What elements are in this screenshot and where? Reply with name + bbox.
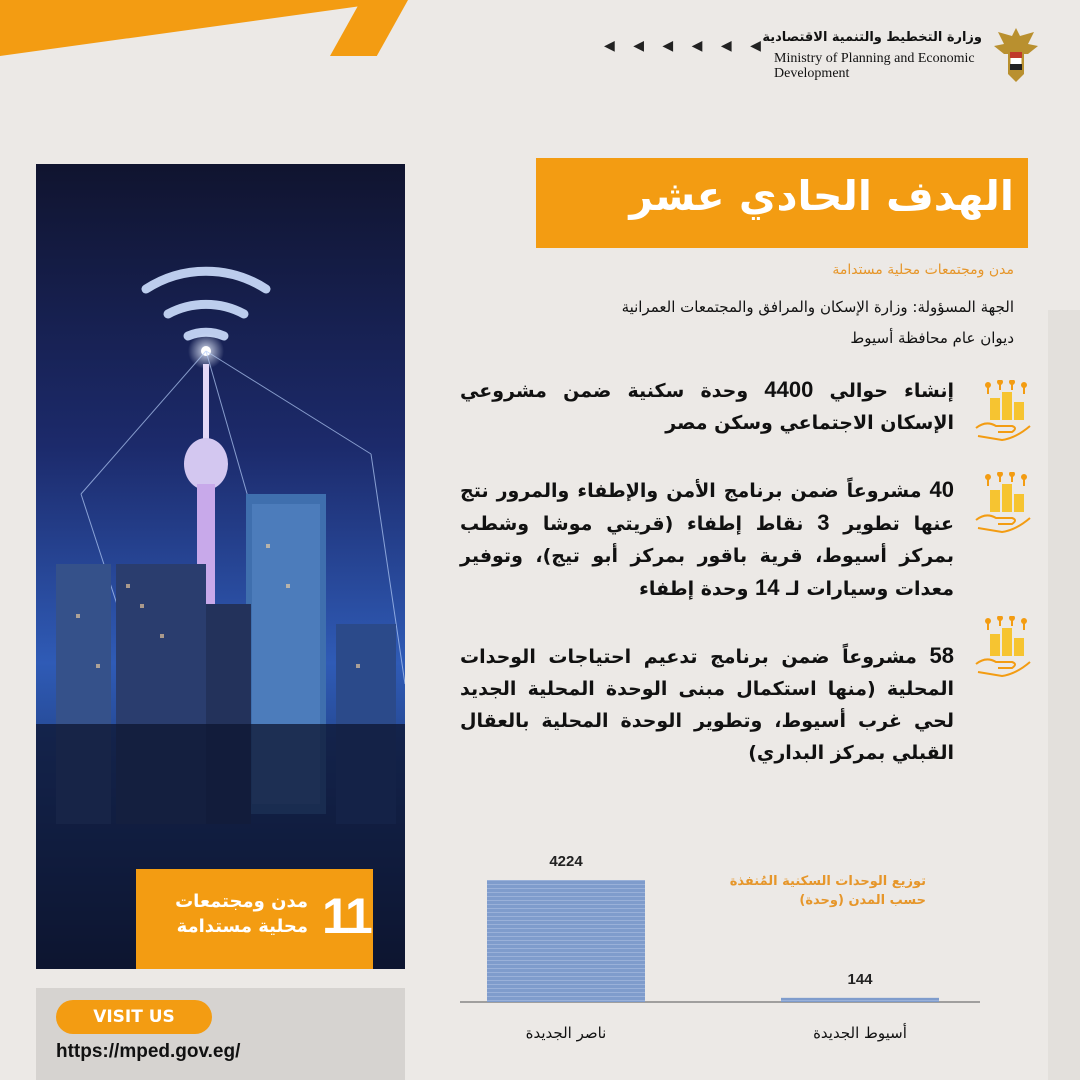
item-housing [460,374,954,439]
item-2-text: مشروعاً ضمن برنامج الأمن والإطفاء والمرور نتج عنها تطوير [460,480,954,535]
ministry-name-ar: وزارة التخطيط والتنمية الاقتصادية [762,30,982,45]
city-skyline-illustration [36,164,405,969]
eagle-emblem-icon [988,24,1044,84]
item-3-text: مشروعاً ضمن برنامج تدعيم احتياجات الوحدات المحلية (منها استكمال مبنى الوحدة المحلية الجديد لحي غرب أسيوط، وتطوير الوحدة المحلية بالعقال القبلي بمركز البداري) [460,646,954,764]
chart-value-label: 144 [847,970,873,988]
city-buildings-icon [186,967,326,969]
item-2-text-3: وحدة إطفاء [639,578,756,600]
item-local-units [460,640,954,769]
visit-us-button[interactable]: VISIT US [56,1000,212,1034]
arrows-decoration: ◀ ◀ ◀ ◀ ◀ ◀ [604,38,768,54]
chart-bar [781,998,939,1002]
housing-hand-icon [972,380,1036,442]
chart-category-label: أسيوط الجديدة [813,1024,907,1042]
item-1-number: 4400 [764,377,814,402]
item-2-number-2: 3 [817,510,830,535]
chart-title: توزيع الوحدات السكنية المُنفذة حسب المدن (وحدة) [729,874,926,908]
city-photo [36,164,405,969]
responsible-entity: الجهة المسؤولة: وزارة الإسكان والمرافق والمجتمعات العمرانية [621,298,1014,316]
sdg-badge [136,869,373,969]
goal-title: الهدف الحادي عشر [629,172,1014,220]
ministry-name-en: Ministry of Planning and Economic Development [774,51,975,81]
item-fire-safety [460,474,954,605]
visit-us-panel [36,988,405,1080]
housing-hand-icon [972,472,1036,534]
item-3-number: 58 [929,643,954,668]
goal-subtitle: مدن ومجتمعات محلية مستدامة [832,262,1014,278]
item-1-pre: إنشاء حوالي [813,380,954,402]
chart-value-label: 4224 [549,853,583,870]
chart-bar [487,880,645,1002]
sdg-number: 11 [322,888,371,944]
sdg-label: مدن ومجتمعات محلية مستدامة [175,891,308,937]
item-2-text-2: نقاط إطفاء (قريتي موشا وشطب بمركز أسيوط، قرية باقور بمركز أبو تيج)، وتوفير معدات وسيارات لـ [460,513,954,600]
item-2-number-3: 14 [755,575,780,600]
responsible-entity-2: ديوان عام محافظة أسيوط [850,329,1014,347]
wifi-icon [146,271,266,336]
website-link[interactable]: https://mped.gov.eg/ [56,1041,241,1062]
item-1-text: وحدة سكنية ضمن مشروعي الإسكان الاجتماعي وسكن مصر [460,380,954,434]
side-panel [1048,310,1080,1080]
housing-hand-icon [972,616,1036,678]
goal-banner [536,158,1028,248]
item-2-number: 40 [929,477,954,502]
ministry-logo [762,24,1064,86]
chart-category-label: ناصر الجديدة [525,1024,607,1042]
housing-units-chart [440,840,1000,1070]
